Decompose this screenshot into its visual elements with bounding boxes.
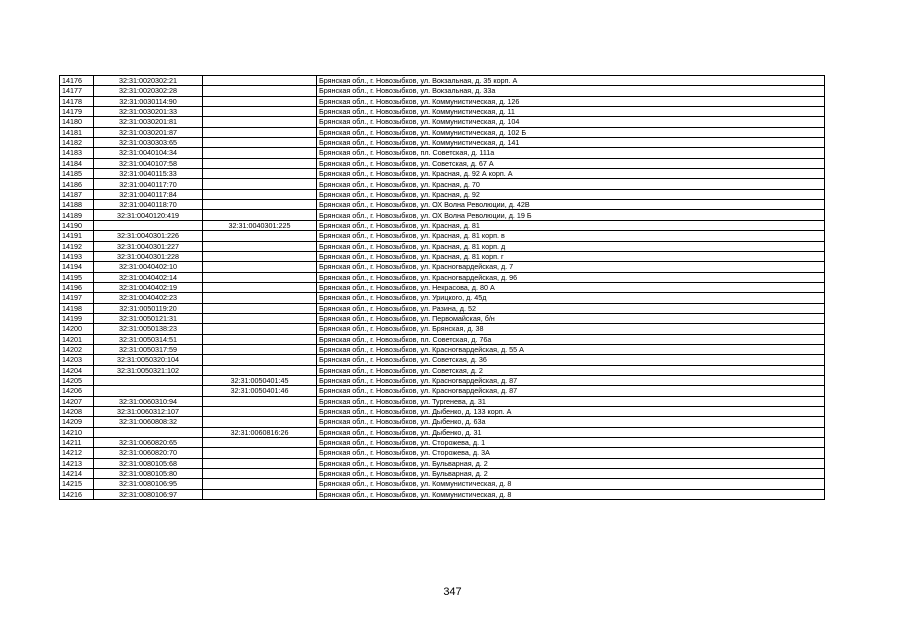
table-row [60, 324, 825, 334]
row-number-cell: 14211 [60, 438, 94, 448]
cadastral-number-alt-cell [203, 169, 317, 179]
page-number: 347 [443, 586, 462, 598]
address-cell: Брянская обл., г. Новозыбков, ул. Коммунистическая, д. 8 [317, 479, 825, 489]
cadastral-number-alt-cell [203, 179, 317, 189]
cadastral-number-cell: 32:31:0050321:102 [94, 365, 203, 375]
cadastral-number-alt-cell [203, 127, 317, 137]
address-cell: Брянская обл., г. Новозыбков, ул. Дыбенко, д. 133 корп. А [317, 407, 825, 417]
table-row [60, 158, 825, 168]
cadastral-number-cell: 32:31:0040117:70 [94, 179, 203, 189]
cadastral-number-alt-cell [203, 293, 317, 303]
cadastral-number-cell: 32:31:0040117:84 [94, 189, 203, 199]
cadastral-number-cell: 32:31:0040107:58 [94, 158, 203, 168]
table-row [60, 251, 825, 261]
cadastral-number-cell: 32:31:0040301:226 [94, 231, 203, 241]
row-number-cell: 14185 [60, 169, 94, 179]
table-row [60, 262, 825, 272]
address-cell: Брянская обл., г. Новозыбков, ул. Коммунистическая, д. 104 [317, 117, 825, 127]
row-number-cell: 14180 [60, 117, 94, 127]
address-cell: Брянская обл., г. Новозыбков, ул. Дыбенко, д. 31 [317, 427, 825, 437]
address-cell: Брянская обл., г. Новозыбков, ул. Разина, д. 52 [317, 303, 825, 313]
row-number-cell: 14197 [60, 293, 94, 303]
table-row [60, 458, 825, 468]
table-row [60, 210, 825, 220]
address-cell: Брянская обл., г. Новозыбков, ул. Вокзальная, д. 33а [317, 86, 825, 96]
cadastral-number-alt-cell [203, 489, 317, 499]
table-row [60, 189, 825, 199]
cadastral-number-cell: 32:31:0030303:65 [94, 138, 203, 148]
table-row [60, 86, 825, 96]
cadastral-number-alt-cell [203, 355, 317, 365]
table-row [60, 469, 825, 479]
cadastral-number-cell: 32:31:0060808:32 [94, 417, 203, 427]
address-cell: Брянская обл., г. Новозыбков, ул. ОХ Волна Революции, д. 42В [317, 200, 825, 210]
cadastral-number-cell: 32:31:0040402:14 [94, 272, 203, 282]
address-cell: Брянская обл., г. Новозыбков, ул. Урицкого, д. 45д [317, 293, 825, 303]
cadastral-number-cell: 32:31:0040301:228 [94, 251, 203, 261]
cadastral-number-alt-cell [203, 479, 317, 489]
table-row [60, 127, 825, 137]
table-row [60, 148, 825, 158]
cadastral-number-cell: 32:31:0060310:94 [94, 396, 203, 406]
row-number-cell: 14215 [60, 479, 94, 489]
cadastral-number-cell: 32:31:0040118:70 [94, 200, 203, 210]
address-cell: Брянская обл., г. Новозыбков, ул. Коммунистическая, д. 102 Б [317, 127, 825, 137]
row-number-cell: 14212 [60, 448, 94, 458]
address-cell: Брянская обл., г. Новозыбков, ул. Первомайская, б/н [317, 313, 825, 323]
table-row [60, 355, 825, 365]
table-row [60, 365, 825, 375]
cadastral-number-alt-cell [203, 458, 317, 468]
address-cell: Брянская обл., г. Новозыбков, ул. Дыбенко, д. 63а [317, 417, 825, 427]
address-cell: Брянская обл., г. Новозыбков, ул. Красная, д. 70 [317, 179, 825, 189]
cadastral-number-alt-cell [203, 272, 317, 282]
address-cell: Брянская обл., г. Новозыбков, ул. Советская, д. 2 [317, 365, 825, 375]
cadastral-number-cell: 32:31:0030114:90 [94, 96, 203, 106]
cadastral-number-alt-cell [203, 189, 317, 199]
registry-table-body [60, 76, 825, 500]
cadastral-number-alt-cell [203, 365, 317, 375]
address-cell: Брянская обл., г. Новозыбков, ул. Красная, д. 92 А корп. А [317, 169, 825, 179]
table-row [60, 272, 825, 282]
cadastral-number-alt-cell [203, 200, 317, 210]
cadastral-number-alt-cell [203, 438, 317, 448]
cadastral-number-alt-cell: 32:31:0050401:46 [203, 386, 317, 396]
row-number-cell: 14190 [60, 220, 94, 230]
cadastral-number-alt-cell [203, 117, 317, 127]
table-row [60, 231, 825, 241]
cadastral-number-cell: 32:31:0030201:87 [94, 127, 203, 137]
row-number-cell: 14193 [60, 251, 94, 261]
cadastral-number-alt-cell: 32:31:0040301:225 [203, 220, 317, 230]
table-row [60, 241, 825, 251]
row-number-cell: 14198 [60, 303, 94, 313]
cadastral-number-cell: 32:31:0040402:10 [94, 262, 203, 272]
cadastral-number-alt-cell [203, 334, 317, 344]
cadastral-number-cell: 32:31:0040402:23 [94, 293, 203, 303]
address-cell: Брянская обл., г. Новозыбков, ул. Красногвардейская, д. 55 А [317, 344, 825, 354]
address-cell: Брянская обл., г. Новозыбков, ул. Сторожева, д. 3А [317, 448, 825, 458]
address-cell: Брянская обл., г. Новозыбков, ул. Советская, д. 67 А [317, 158, 825, 168]
address-cell: Брянская обл., г. Новозыбков, ул. Красногвардейская, д. 87 [317, 375, 825, 385]
row-number-cell: 14191 [60, 231, 94, 241]
address-cell: Брянская обл., г. Новозыбков, ул. Некрасова, д. 80 А [317, 282, 825, 292]
table-row [60, 169, 825, 179]
table-row [60, 417, 825, 427]
row-number-cell: 14176 [60, 76, 94, 86]
row-number-cell: 14199 [60, 313, 94, 323]
row-number-cell: 14184 [60, 158, 94, 168]
address-cell: Брянская обл., г. Новозыбков, ул. Сторожева, д. 1 [317, 438, 825, 448]
cadastral-number-alt-cell [203, 396, 317, 406]
row-number-cell: 14203 [60, 355, 94, 365]
cadastral-number-cell: 32:31:0050314:51 [94, 334, 203, 344]
table-row [60, 293, 825, 303]
address-cell: Брянская обл., г. Новозыбков, ул. Коммунистическая, д. 8 [317, 489, 825, 499]
table-row [60, 200, 825, 210]
cadastral-number-alt-cell [203, 231, 317, 241]
row-number-cell: 14205 [60, 375, 94, 385]
table-row [60, 375, 825, 385]
cadastral-number-cell: 32:31:0080106:95 [94, 479, 203, 489]
cadastral-number-alt-cell [203, 96, 317, 106]
cadastral-number-alt-cell [203, 344, 317, 354]
registry-table [59, 75, 825, 500]
address-cell: Брянская обл., г. Новозыбков, ул. Брянская, д. 38 [317, 324, 825, 334]
table-row [60, 334, 825, 344]
table-row [60, 76, 825, 86]
row-number-cell: 14200 [60, 324, 94, 334]
table-row [60, 117, 825, 127]
address-cell: Брянская обл., г. Новозыбков, ул. Бульварная, д. 2 [317, 469, 825, 479]
address-cell: Брянская обл., г. Новозыбков, пл. Советская, д. 111а [317, 148, 825, 158]
row-number-cell: 14177 [60, 86, 94, 96]
address-cell: Брянская обл., г. Новозыбков, ул. Красная, д. 81 корп. д [317, 241, 825, 251]
address-cell: Брянская обл., г. Новозыбков, ул. Советская, д. 36 [317, 355, 825, 365]
row-number-cell: 14213 [60, 458, 94, 468]
cadastral-number-alt-cell [203, 407, 317, 417]
row-number-cell: 14183 [60, 148, 94, 158]
table-row [60, 396, 825, 406]
cadastral-number-cell: 32:31:0060312:107 [94, 407, 203, 417]
cadastral-number-cell: 32:31:0040104:34 [94, 148, 203, 158]
table-row [60, 438, 825, 448]
row-number-cell: 14204 [60, 365, 94, 375]
address-cell: Брянская обл., г. Новозыбков, ул. Тургенева, д. 31 [317, 396, 825, 406]
row-number-cell: 14181 [60, 127, 94, 137]
address-cell: Брянская обл., г. Новозыбков, ул. ОХ Волна Революции, д. 19 Б [317, 210, 825, 220]
address-cell: Брянская обл., г. Новозыбков, ул. Красная, д. 81 корп. в [317, 231, 825, 241]
cadastral-number-cell: 32:31:0080105:68 [94, 458, 203, 468]
row-number-cell: 14206 [60, 386, 94, 396]
cadastral-number-cell: 32:31:0040402:19 [94, 282, 203, 292]
cadastral-number-alt-cell [203, 448, 317, 458]
row-number-cell: 14196 [60, 282, 94, 292]
table-row [60, 479, 825, 489]
cadastral-number-cell [94, 427, 203, 437]
cadastral-number-cell: 32:31:0050317:59 [94, 344, 203, 354]
address-cell: Брянская обл., г. Новозыбков, ул. Бульварная, д. 2 [317, 458, 825, 468]
address-cell: Брянская обл., г. Новозыбков, ул. Красная, д. 81 корп. г [317, 251, 825, 261]
cadastral-number-cell: 32:31:0080105:80 [94, 469, 203, 479]
row-number-cell: 14187 [60, 189, 94, 199]
cadastral-number-cell: 32:31:0050119:20 [94, 303, 203, 313]
cadastral-number-cell: 32:31:0040115:33 [94, 169, 203, 179]
table-row [60, 427, 825, 437]
cadastral-number-alt-cell [203, 282, 317, 292]
row-number-cell: 14188 [60, 200, 94, 210]
table-row [60, 489, 825, 499]
cadastral-number-alt-cell [203, 148, 317, 158]
row-number-cell: 14195 [60, 272, 94, 282]
cadastral-number-cell: 32:31:0050138:23 [94, 324, 203, 334]
cadastral-number-alt-cell [203, 241, 317, 251]
address-cell: Брянская обл., г. Новозыбков, ул. Вокзальная, д. 35 корп. А [317, 76, 825, 86]
cadastral-number-alt-cell [203, 417, 317, 427]
address-cell: Брянская обл., г. Новозыбков, пл. Советская, д. 76а [317, 334, 825, 344]
address-cell: Брянская обл., г. Новозыбков, ул. Красногвардейская, д. 96 [317, 272, 825, 282]
cadastral-number-alt-cell [203, 262, 317, 272]
row-number-cell: 14189 [60, 210, 94, 220]
address-cell: Брянская обл., г. Новозыбков, ул. Красногвардейская, д. 87 [317, 386, 825, 396]
row-number-cell: 14208 [60, 407, 94, 417]
row-number-cell: 14194 [60, 262, 94, 272]
table-row [60, 448, 825, 458]
row-number-cell: 14182 [60, 138, 94, 148]
row-number-cell: 14186 [60, 179, 94, 189]
address-cell: Брянская обл., г. Новозыбков, ул. Красногвардейская, д. 7 [317, 262, 825, 272]
table-row [60, 96, 825, 106]
table-row [60, 282, 825, 292]
table-row [60, 313, 825, 323]
table-row [60, 179, 825, 189]
cadastral-number-cell [94, 386, 203, 396]
cadastral-number-cell: 32:31:0020302:28 [94, 86, 203, 96]
table-row [60, 220, 825, 230]
cadastral-number-alt-cell [203, 303, 317, 313]
cadastral-number-cell [94, 375, 203, 385]
address-cell: Брянская обл., г. Новозыбков, ул. Красная, д. 81 [317, 220, 825, 230]
address-cell: Брянская обл., г. Новозыбков, ул. Коммунистическая, д. 141 [317, 138, 825, 148]
cadastral-number-alt-cell [203, 138, 317, 148]
table-row [60, 407, 825, 417]
cadastral-number-cell [94, 220, 203, 230]
address-cell: Брянская обл., г. Новозыбков, ул. Коммунистическая, д. 11 [317, 107, 825, 117]
cadastral-number-alt-cell [203, 313, 317, 323]
cadastral-number-cell: 32:31:0030201:81 [94, 117, 203, 127]
cadastral-number-cell: 32:31:0040301:227 [94, 241, 203, 251]
cadastral-number-cell: 32:31:0060820:65 [94, 438, 203, 448]
cadastral-number-cell: 32:31:0040120:419 [94, 210, 203, 220]
table-row [60, 303, 825, 313]
cadastral-number-cell: 32:31:0050320:104 [94, 355, 203, 365]
row-number-cell: 14202 [60, 344, 94, 354]
table-row [60, 386, 825, 396]
address-cell: Брянская обл., г. Новозыбков, ул. Коммунистическая, д. 126 [317, 96, 825, 106]
cadastral-number-cell: 32:31:0020302:21 [94, 76, 203, 86]
cadastral-number-cell: 32:31:0050121:31 [94, 313, 203, 323]
row-number-cell: 14179 [60, 107, 94, 117]
table-row [60, 138, 825, 148]
cadastral-number-alt-cell [203, 158, 317, 168]
cadastral-number-alt-cell [203, 251, 317, 261]
table-row [60, 107, 825, 117]
cadastral-number-cell: 32:31:0080106:97 [94, 489, 203, 499]
row-number-cell: 14209 [60, 417, 94, 427]
row-number-cell: 14216 [60, 489, 94, 499]
address-cell: Брянская обл., г. Новозыбков, ул. Красная, д. 92 [317, 189, 825, 199]
table-row [60, 344, 825, 354]
cadastral-number-alt-cell: 32:31:0050401:45 [203, 375, 317, 385]
cadastral-number-alt-cell [203, 86, 317, 96]
cadastral-number-alt-cell [203, 76, 317, 86]
cadastral-number-cell: 32:31:0060820:70 [94, 448, 203, 458]
row-number-cell: 14210 [60, 427, 94, 437]
cadastral-number-alt-cell [203, 107, 317, 117]
cadastral-number-alt-cell [203, 469, 317, 479]
row-number-cell: 14178 [60, 96, 94, 106]
cadastral-number-alt-cell [203, 210, 317, 220]
row-number-cell: 14207 [60, 396, 94, 406]
row-number-cell: 14192 [60, 241, 94, 251]
cadastral-number-cell: 32:31:0030201:33 [94, 107, 203, 117]
row-number-cell: 14201 [60, 334, 94, 344]
cadastral-number-alt-cell: 32:31:0060816:26 [203, 427, 317, 437]
row-number-cell: 14214 [60, 469, 94, 479]
cadastral-number-alt-cell [203, 324, 317, 334]
